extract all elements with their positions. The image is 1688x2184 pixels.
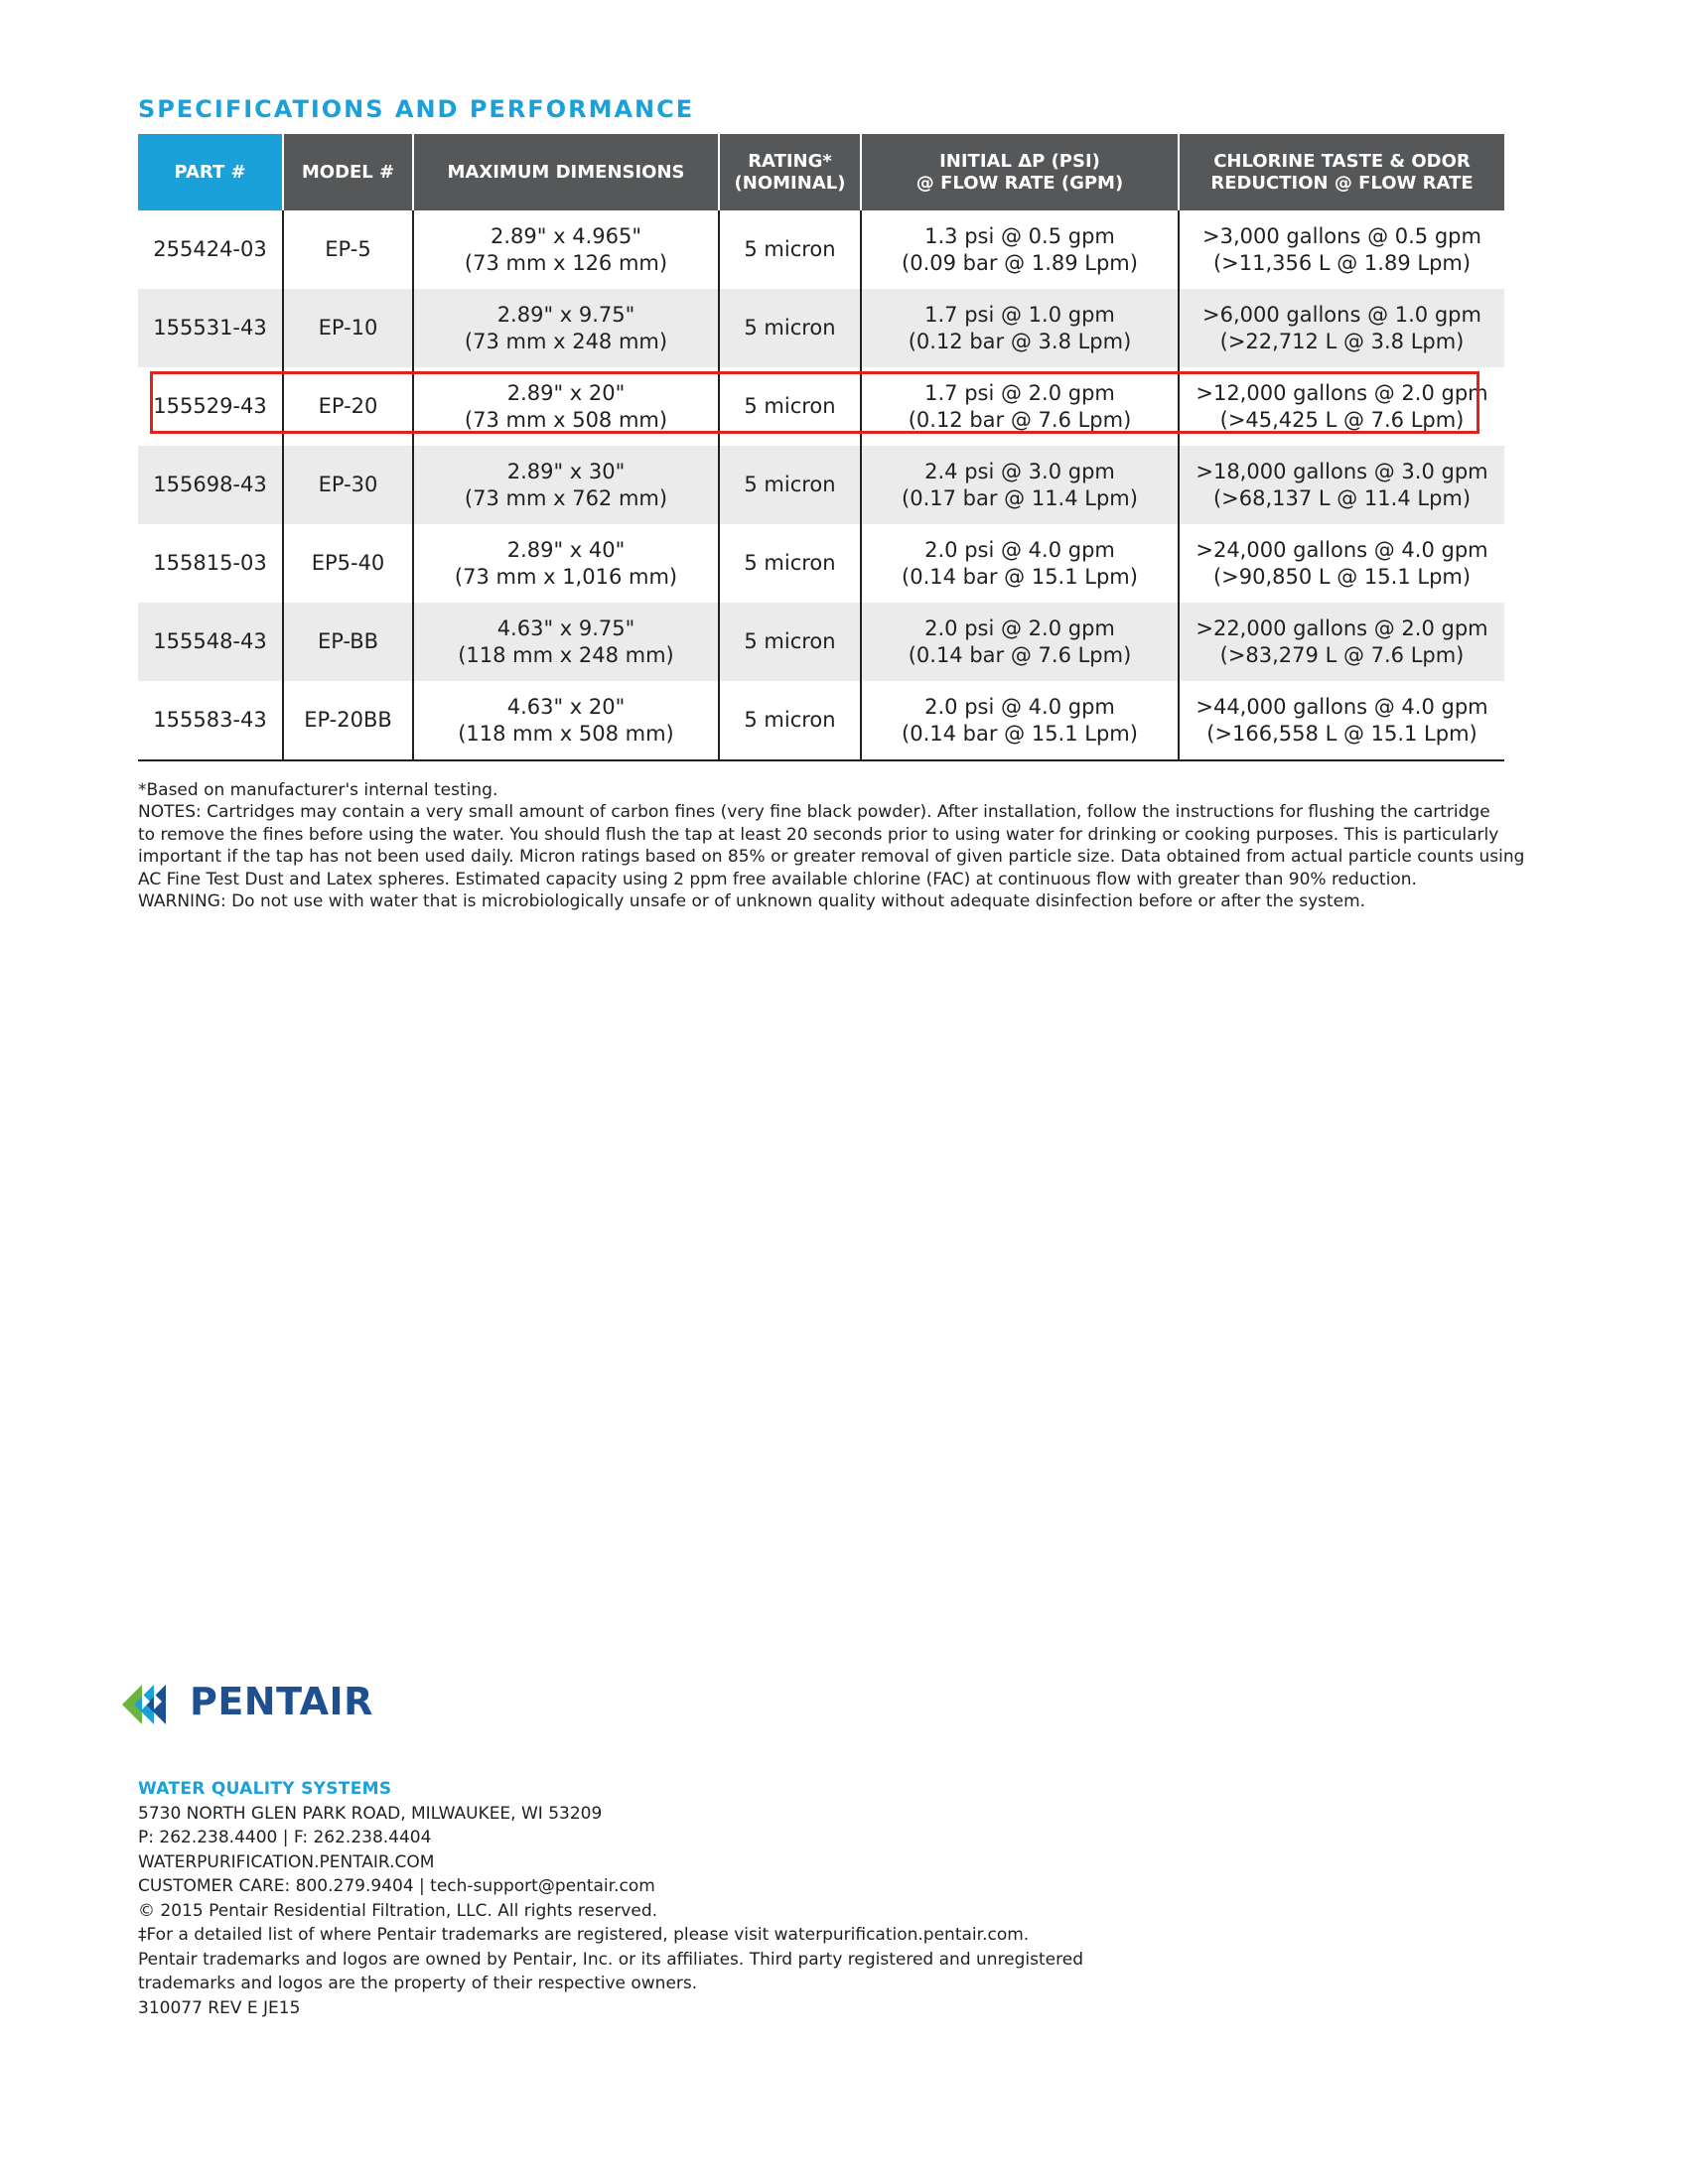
footer-trademark-line: Pentair trademarks and logos are owned by Pentair, Inc. or its affiliates. Third party registered and unregistered bbox=[138, 1949, 1083, 1970]
header-rating: RATING* (NOMINAL) bbox=[719, 134, 861, 210]
footer-copyright: © 2015 Pentair Residential Filtration, LLC. All rights reserved. bbox=[138, 1900, 658, 1921]
table-row bbox=[138, 210, 1504, 289]
note-line: NOTES: Cartridges may contain a very small amount of carbon fines (very fine black powder). After installation, follow the instructions for flushing the cartridge bbox=[138, 802, 1490, 823]
cell-dimensions bbox=[413, 524, 719, 603]
cell-chlorine-reduction-text: (>68,137 L @ 11.4 Lpm) bbox=[1212, 485, 1472, 510]
cell-chlorine-reduction bbox=[1179, 289, 1504, 367]
header-pressure-drop: INITIAL ΔP (PSI) @ FLOW RATE (GPM) bbox=[861, 134, 1179, 210]
note-line: AC Fine Test Dust and Latex spheres. Estimated capacity using 2 ppm free available chlorine (FAC) at continuous flow with greater than 90% reduction. bbox=[138, 869, 1417, 889]
cell-pressure-drop-text: (0.17 bar @ 11.4 Lpm) bbox=[902, 485, 1138, 510]
cell-dimensions-text: 4.63" x 9.75" bbox=[496, 615, 635, 640]
cell-chlorine-reduction-text: (>83,279 L @ 7.6 Lpm) bbox=[1219, 642, 1465, 667]
footer-doc-code: 310077 REV E JE15 bbox=[138, 1997, 301, 2018]
cell-dimensions bbox=[413, 681, 719, 760]
table-row bbox=[138, 524, 1504, 603]
pentair-logo bbox=[120, 1672, 378, 1737]
cell-chlorine-reduction bbox=[1179, 524, 1504, 603]
cell-dimensions-text: 4.63" x 20" bbox=[506, 694, 626, 719]
cell-model-text: EP-BB bbox=[317, 629, 379, 653]
table-row bbox=[138, 289, 1504, 367]
cell-chlorine-reduction-text: >44,000 gallons @ 4.0 gpm bbox=[1196, 694, 1488, 719]
cell-dimensions-text: (73 mm x 248 mm) bbox=[464, 329, 668, 353]
footer-website: WATERPURIFICATION.PENTAIR.COM bbox=[138, 1851, 435, 1872]
cell-chlorine-reduction-text: (>166,558 L @ 15.1 Lpm) bbox=[1206, 721, 1477, 746]
cell-pressure-drop-text: (0.12 bar @ 3.8 Lpm) bbox=[908, 329, 1132, 353]
cell-rating-text: 5 micron bbox=[744, 316, 836, 340]
cell-pressure-drop bbox=[861, 446, 1179, 524]
footer-trademark-line: trademarks and logos are the property of their respective owners. bbox=[138, 1974, 698, 1993]
cell-dimensions bbox=[413, 210, 719, 289]
cell-rating bbox=[719, 210, 861, 289]
footer-customer-care: CUSTOMER CARE: 800.279.9404 | tech-support@pentair.com bbox=[138, 1876, 655, 1896]
cell-model bbox=[283, 446, 413, 524]
cell-rating bbox=[719, 446, 861, 524]
cell-dimensions-text: 2.89" x 40" bbox=[506, 537, 626, 562]
cell-pressure-drop-text: 2.4 psi @ 3.0 gpm bbox=[924, 459, 1115, 483]
cell-model-text: EP5-40 bbox=[311, 551, 385, 575]
cell-model-text: EP-20 bbox=[318, 394, 378, 418]
cell-part-text: 155531-43 bbox=[153, 316, 267, 340]
section-title: SPECIFICATIONS AND PERFORMANCE bbox=[138, 95, 695, 123]
cell-part-text: 155815-03 bbox=[153, 551, 267, 575]
cell-rating bbox=[719, 289, 861, 367]
cell-pressure-drop-text: 1.3 psi @ 0.5 gpm bbox=[924, 223, 1115, 248]
logo-wordmark: PENTAIR bbox=[190, 1680, 373, 1723]
cell-dimensions bbox=[413, 603, 719, 681]
table-header-row bbox=[138, 134, 1504, 210]
cell-chlorine-reduction-text: >6,000 gallons @ 1.0 gpm bbox=[1202, 302, 1481, 327]
cell-part bbox=[138, 446, 283, 524]
cell-rating-text: 5 micron bbox=[744, 473, 836, 496]
cell-part bbox=[138, 289, 283, 367]
cell-pressure-drop-text: 2.0 psi @ 2.0 gpm bbox=[924, 615, 1115, 640]
header-dimensions: MAXIMUM DIMENSIONS bbox=[413, 134, 719, 210]
cell-chlorine-reduction-text: (>90,850 L @ 15.1 Lpm) bbox=[1212, 564, 1472, 589]
header-model: MODEL # bbox=[283, 134, 413, 210]
footer-address: 5730 NORTH GLEN PARK ROAD, MILWAUKEE, WI 53209 bbox=[138, 1803, 603, 1824]
cell-pressure-drop-text: (0.14 bar @ 15.1 Lpm) bbox=[902, 721, 1138, 746]
cell-model bbox=[283, 524, 413, 603]
cell-model bbox=[283, 367, 413, 446]
cell-chlorine-reduction-text: >22,000 gallons @ 2.0 gpm bbox=[1196, 615, 1488, 640]
cell-rating-text: 5 micron bbox=[744, 629, 836, 653]
table-row bbox=[138, 446, 1504, 524]
cell-model bbox=[283, 210, 413, 289]
table-row bbox=[138, 603, 1504, 681]
cell-part bbox=[138, 681, 283, 760]
note-line: important if the tap has not been used daily. Micron ratings based on 85% or greater removal of given particle size. Data obtained from actual particle counts using bbox=[138, 847, 1525, 868]
notes-block bbox=[138, 779, 1528, 912]
footer-trademark-line: ‡For a detailed list of where Pentair trademarks are registered, please visit waterpurification.pentair.com. bbox=[138, 1925, 1030, 1945]
cell-part bbox=[138, 210, 283, 289]
table-row bbox=[138, 681, 1504, 760]
cell-chlorine-reduction bbox=[1179, 603, 1504, 681]
cell-pressure-drop-text: 2.0 psi @ 4.0 gpm bbox=[924, 694, 1115, 719]
cell-pressure-drop bbox=[861, 289, 1179, 367]
cell-part-text: 155548-43 bbox=[153, 629, 267, 653]
cell-dimensions-text: (118 mm x 508 mm) bbox=[458, 721, 674, 746]
cell-model-text: EP-5 bbox=[325, 237, 371, 261]
cell-pressure-drop-text: 1.7 psi @ 1.0 gpm bbox=[924, 302, 1115, 327]
cell-dimensions-text: (73 mm x 508 mm) bbox=[464, 407, 668, 432]
cell-rating bbox=[719, 681, 861, 760]
cell-dimensions-text: (118 mm x 248 mm) bbox=[458, 642, 674, 667]
cell-pressure-drop-text: (0.14 bar @ 15.1 Lpm) bbox=[902, 564, 1138, 589]
cell-dimensions-text: 2.89" x 9.75" bbox=[496, 302, 635, 327]
cell-model bbox=[283, 603, 413, 681]
cell-dimensions bbox=[413, 367, 719, 446]
cell-rating-text: 5 micron bbox=[744, 708, 836, 732]
note-line: WARNING: Do not use with water that is microbiologically unsafe or of unknown quality without adequate disinfection before or after the system. bbox=[138, 891, 1366, 912]
cell-rating-text: 5 micron bbox=[744, 394, 836, 418]
cell-dimensions-text: (73 mm x 126 mm) bbox=[464, 250, 668, 275]
cell-part-text: 155529-43 bbox=[153, 394, 267, 418]
cell-pressure-drop bbox=[861, 210, 1179, 289]
cell-rating bbox=[719, 603, 861, 681]
cell-dimensions bbox=[413, 446, 719, 524]
cell-pressure-drop-text: (0.12 bar @ 7.6 Lpm) bbox=[908, 407, 1132, 432]
cell-chlorine-reduction-text: >24,000 gallons @ 4.0 gpm bbox=[1196, 537, 1488, 562]
cell-part bbox=[138, 603, 283, 681]
cell-model bbox=[283, 289, 413, 367]
note-line: *Based on manufacturer's internal testing. bbox=[138, 780, 498, 800]
cell-pressure-drop bbox=[861, 681, 1179, 760]
cell-chlorine-reduction bbox=[1179, 210, 1504, 289]
cell-pressure-drop-text: 2.0 psi @ 4.0 gpm bbox=[924, 537, 1115, 562]
footer-block bbox=[138, 1777, 1230, 2020]
header-chlorine-reduction: CHLORINE TASTE & ODOR REDUCTION @ FLOW RATE bbox=[1179, 134, 1504, 210]
cell-dimensions-text: 2.89" x 30" bbox=[506, 459, 626, 483]
footer-heading: WATER QUALITY SYSTEMS bbox=[138, 1779, 392, 1799]
cell-pressure-drop-text: 1.7 psi @ 2.0 gpm bbox=[924, 380, 1115, 405]
table-row bbox=[138, 367, 1504, 446]
cell-pressure-drop-text: (0.14 bar @ 7.6 Lpm) bbox=[908, 642, 1132, 667]
cell-rating bbox=[719, 367, 861, 446]
cell-dimensions-text: 2.89" x 20" bbox=[506, 380, 626, 405]
cell-pressure-drop-text: (0.09 bar @ 1.89 Lpm) bbox=[902, 250, 1138, 275]
cell-rating bbox=[719, 524, 861, 603]
cell-chlorine-reduction-text: (>11,356 L @ 1.89 Lpm) bbox=[1212, 250, 1472, 275]
cell-pressure-drop bbox=[861, 603, 1179, 681]
cell-rating-text: 5 micron bbox=[744, 237, 836, 261]
cell-chlorine-reduction bbox=[1179, 446, 1504, 524]
cell-rating-text: 5 micron bbox=[744, 551, 836, 575]
cell-chlorine-reduction-text: >3,000 gallons @ 0.5 gpm bbox=[1202, 223, 1481, 248]
cell-model-text: EP-10 bbox=[318, 316, 378, 340]
cell-pressure-drop bbox=[861, 524, 1179, 603]
cell-part bbox=[138, 367, 283, 446]
cell-chlorine-reduction bbox=[1179, 681, 1504, 760]
header-part: PART # bbox=[138, 134, 283, 210]
cell-part-text: 155698-43 bbox=[153, 473, 267, 496]
cell-dimensions-text: 2.89" x 4.965" bbox=[491, 223, 641, 248]
spec-table bbox=[138, 134, 1504, 761]
cell-model bbox=[283, 681, 413, 760]
cell-pressure-drop bbox=[861, 367, 1179, 446]
cell-model-text: EP-20BB bbox=[304, 708, 392, 732]
cell-chlorine-reduction-text: (>22,712 L @ 3.8 Lpm) bbox=[1219, 329, 1465, 353]
cell-model-text: EP-30 bbox=[318, 473, 378, 496]
note-line: to remove the fines before using the water. You should flush the tap at least 20 seconds prior to using water for drinking or cooking purposes. This is particularly bbox=[138, 824, 1499, 845]
footer-phone: P: 262.238.4400 | F: 262.238.4404 bbox=[138, 1828, 432, 1847]
cell-chlorine-reduction-text: (>45,425 L @ 7.6 Lpm) bbox=[1219, 407, 1465, 432]
cell-dimensions bbox=[413, 289, 719, 367]
cell-chlorine-reduction-text: >12,000 gallons @ 2.0 gpm bbox=[1196, 380, 1488, 405]
cell-part-text: 155583-43 bbox=[153, 708, 267, 732]
pentair-logo-icon bbox=[120, 1672, 180, 1737]
cell-chlorine-reduction-text: >18,000 gallons @ 3.0 gpm bbox=[1196, 459, 1488, 483]
cell-part-text: 255424-03 bbox=[153, 237, 267, 261]
cell-chlorine-reduction bbox=[1179, 367, 1504, 446]
cell-dimensions-text: (73 mm x 1,016 mm) bbox=[454, 564, 678, 589]
cell-part bbox=[138, 524, 283, 603]
cell-dimensions-text: (73 mm x 762 mm) bbox=[464, 485, 668, 510]
